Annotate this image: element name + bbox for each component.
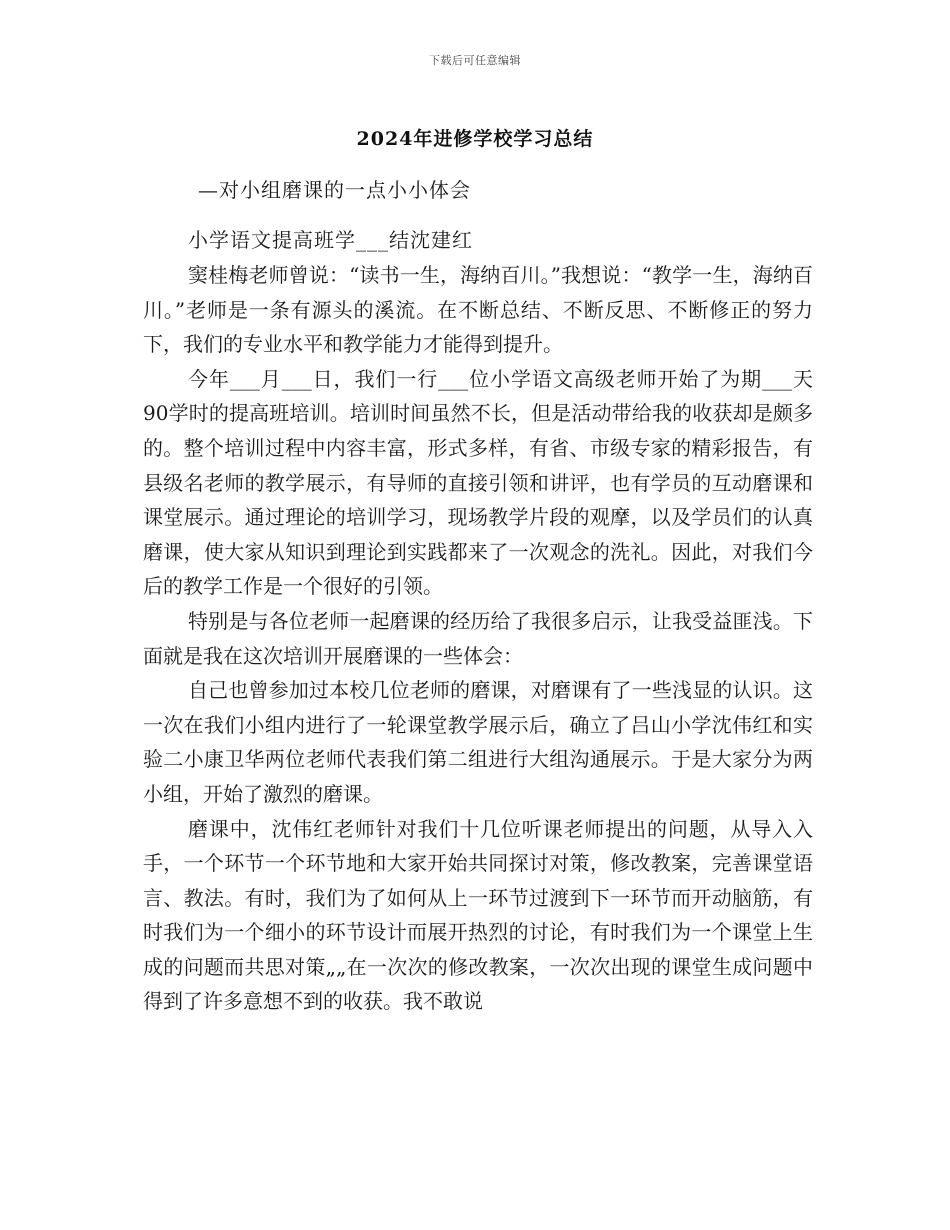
paragraph: 自己也曾参加过本校几位老师的磨课，对磨课有了一些浅显的认识。这一次在我们小组内进行了一轮课堂教学展示后，确立了吕山小学沈伟红和实验二小康卫华两位老师代表我们第二组进行大组沟通展示。于是大家分为两小组，开始了激烈的磨课。 xyxy=(143,678,813,806)
paragraph: 窦桂梅老师曾说：“读书一生，海纳百川。”我想说：“教学一生，海纳百川。”老师是一条有源头的溪流。在不断总结、不断反思、不断修正的努力下，我们的专业水平和教学能力才能得到提升。 xyxy=(143,263,813,357)
paragraph: 特别是与各位老师一起磨课的经历给了我很多启示，让我受益匪浅。下面就是我在这次培训开展磨课的一些体会： xyxy=(143,608,813,668)
header-note: 下载后可任意编辑 xyxy=(429,54,521,67)
document-title: 2024年进修学校学习总结 xyxy=(356,128,594,150)
body-text xyxy=(143,258,813,1019)
document-subtitle: —对小组磨课的一点小小体会 xyxy=(198,178,471,202)
paragraph: 今年___月___日，我们一行___位小学语文高级老师开始了为期___天90学时的提高班培训。培训时间虽然不长，但是活动带给我的收获却是颇多的。整个培训过程中内容丰富，形式多样，有省、市级专家的精彩报告，有县级名老师的教学展示，有导师的直接引领和讲评，也有学员的互动磨课和课堂展示。通过理论的培训学习，现场教学片段的观摩，以及学员们的认真磨课，使大家从知识到理论到实践都来了一次观念的洗礼。因此，对我们今后的教学工作是一个很好的引领。 xyxy=(143,366,813,599)
paragraph: 磨课中，沈伟红老师针对我们十几位听课老师提出的问题，从导入入手，一个环节一个环节地和大家开始共同探讨对策，修改教案，完善课堂语言、教法。有时，我们为了如何从上一环节过渡到下一环节而开动脑筋，有时我们为一个细小的环节设计而展开热烈的讨论，有时我们为一个课堂上生成的问题而共思对策„„在一次次的修改教案，一次次出现的课堂生成问题中得到了许多意想不到的收获。我不敢说 xyxy=(143,816,813,1014)
author-line: 小学语文提高班学___结沈建红 xyxy=(188,228,473,252)
